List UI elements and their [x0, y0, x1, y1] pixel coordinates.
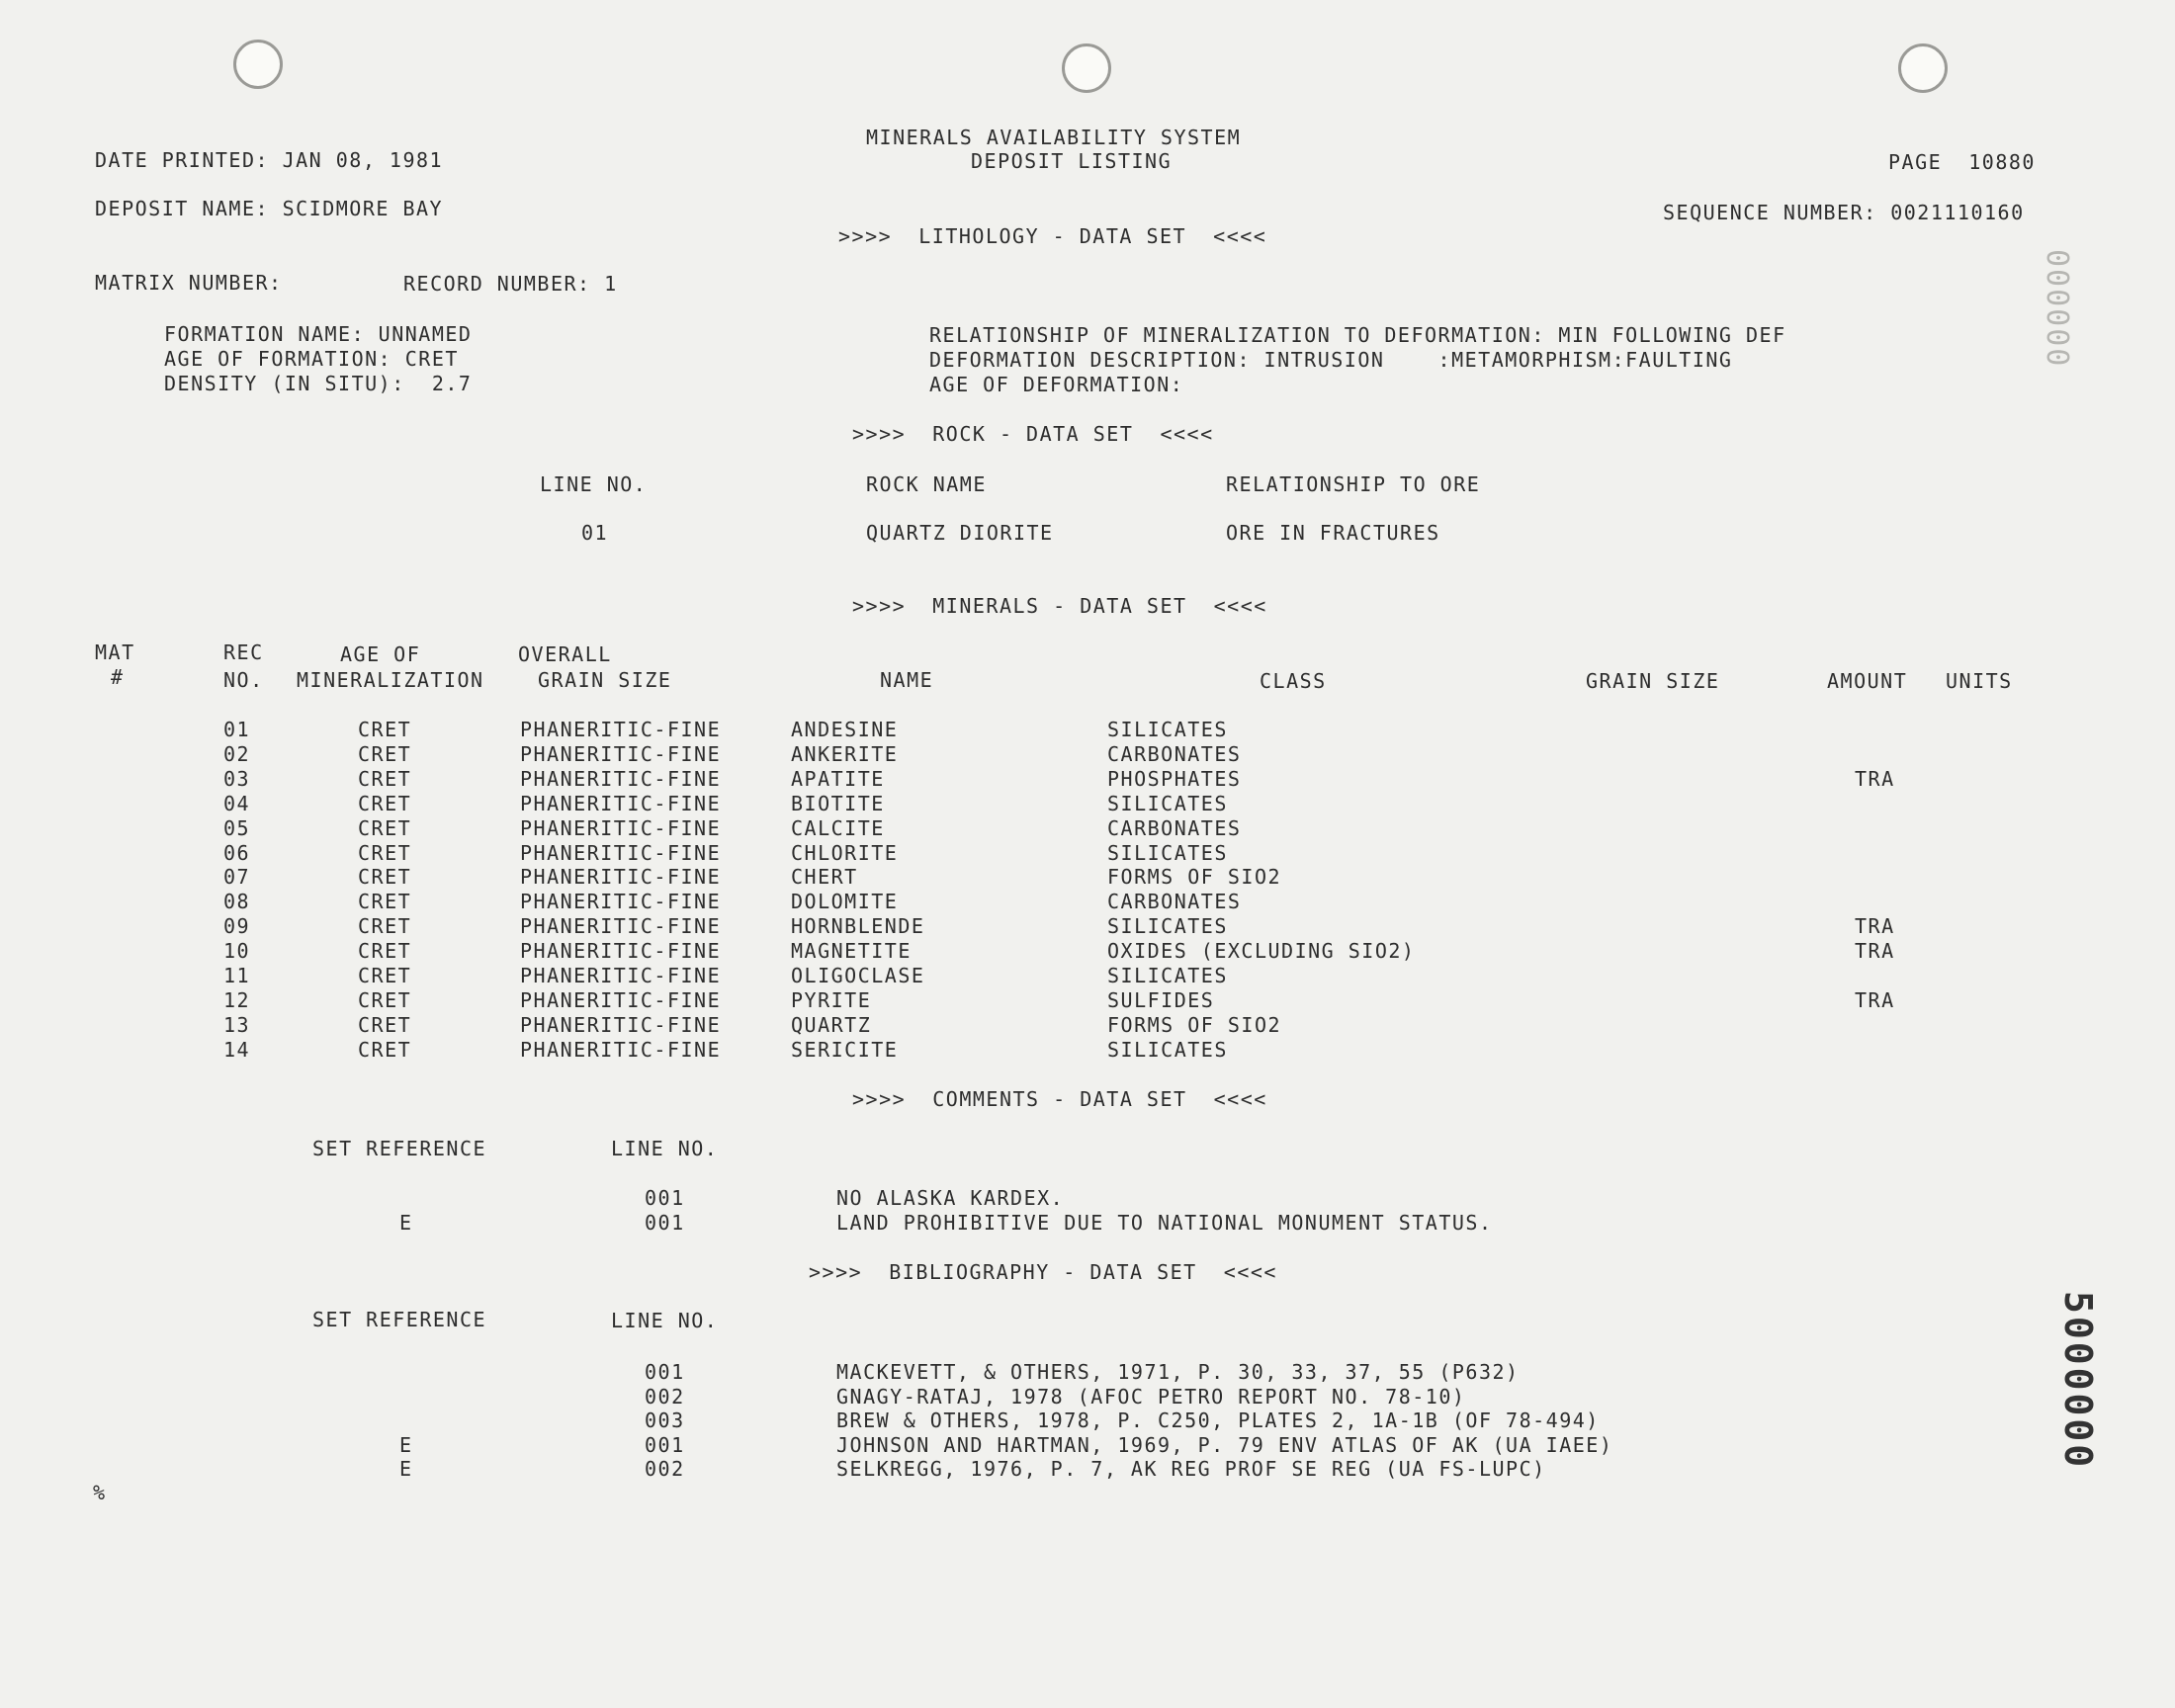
mineral-rec: 08: [223, 890, 251, 914]
mineral-class: FORMS OF SIO2: [1107, 865, 1282, 890]
mineral-age: CRET: [358, 815, 412, 840]
comment-text: LAND PROHIBITIVE DUE TO NATIONAL MONUMENT STATUS.: [836, 1211, 1493, 1235]
matrix-number: MATRIX NUMBER:: [95, 271, 283, 295]
mineral-name: SERICITE: [791, 1037, 899, 1062]
mineral-name: HORNBLENDE: [791, 914, 925, 939]
rock-heading: >>>> ROCK - DATA SET <<<<: [852, 422, 1214, 446]
mineral-grain: PHANERITIC-FINE: [520, 1012, 722, 1037]
mineral-grain: PHANERITIC-FINE: [520, 840, 722, 865]
rock-col-line: LINE NO.: [540, 472, 648, 496]
bibliography-text: GNAGY-RATAJ, 1978 (AFOC PETRO REPORT NO. 78-10): [836, 1384, 1466, 1409]
lithology-heading: >>>> LITHOLOGY - DATA SET <<<<: [838, 224, 1267, 248]
col-age-mineralization: MINERALIZATION: [297, 668, 484, 692]
relationship-to-deformation: RELATIONSHIP OF MINERALIZATION TO DEFORMATION: MIN FOLLOWING DEF: [929, 323, 1786, 347]
mineral-rec: 11: [223, 964, 251, 987]
mineral-grain: PHANERITIC-FINE: [520, 766, 722, 791]
bibliography-text: MACKEVETT, & OTHERS, 1971, P. 30, 33, 37, 55 (P632): [836, 1360, 1520, 1384]
mineral-grain: PHANERITIC-FINE: [520, 987, 722, 1012]
side-stamp-bottom: 5000000: [2056, 1291, 2100, 1471]
punch-hole-center: [1062, 43, 1111, 93]
listing-title: DEPOSIT LISTING: [971, 149, 1173, 173]
mineral-age: CRET: [358, 741, 412, 766]
mineral-age: CRET: [358, 865, 412, 890]
record-number: RECORD NUMBER: 1: [403, 272, 618, 296]
mineral-grain: PHANERITIC-FINE: [520, 1037, 722, 1062]
mineral-rec: 06: [223, 840, 251, 865]
mineral-amount: TRA: [1855, 987, 1895, 1012]
punch-hole-right: [1898, 43, 1948, 93]
mineral-grain: PHANERITIC-FINE: [520, 914, 722, 939]
col-class: CLASS: [1260, 669, 1327, 693]
age-of-formation: AGE OF FORMATION: CRET: [164, 347, 459, 371]
mineral-rec: 09: [223, 914, 251, 939]
end-mark: %: [93, 1481, 107, 1504]
bibliography-col-set: SET REFERENCE: [312, 1308, 487, 1331]
mineral-age: CRET: [358, 1037, 412, 1062]
density: DENSITY (IN SITU): 2.7: [164, 372, 473, 395]
mineral-rec: 10: [223, 939, 251, 964]
mineral-name: ANDESINE: [791, 718, 899, 741]
mineral-name: APATITE: [791, 766, 885, 791]
mineral-class: CARBONATES: [1107, 815, 1242, 840]
mineral-age: CRET: [358, 1012, 412, 1037]
bibliography-line: 001: [645, 1360, 685, 1384]
bibliography-text: SELKREGG, 1976, P. 7, AK REG PROF SE REG (UA FS-LUPC): [836, 1457, 1546, 1481]
rock-col-relationship: RELATIONSHIP TO ORE: [1226, 472, 1481, 496]
col-grain-size: GRAIN SIZE: [1586, 669, 1720, 693]
mineral-name: CALCITE: [791, 815, 885, 840]
mineral-age: CRET: [358, 840, 412, 865]
rock-line: 01: [581, 521, 609, 545]
mineral-class: PHOSPHATES: [1107, 766, 1242, 791]
mineral-rec: 04: [223, 791, 251, 815]
side-stamp-top: 000000: [2040, 249, 2074, 369]
comment-line: 001: [645, 1211, 685, 1235]
col-name: NAME: [880, 668, 934, 692]
bibliography-line: 002: [645, 1457, 685, 1481]
mineral-class: OXIDES (EXCLUDING SIO2): [1107, 939, 1416, 964]
bibliography-line: 002: [645, 1384, 685, 1409]
col-amount: AMOUNT: [1827, 669, 1908, 693]
mineral-class: SILICATES: [1107, 791, 1228, 815]
col-units: UNITS: [1946, 669, 2013, 693]
mineral-age: CRET: [358, 914, 412, 939]
mineral-rec: 03: [223, 766, 251, 791]
mineral-age: CRET: [358, 766, 412, 791]
mineral-amount: TRA: [1855, 766, 1895, 791]
mineral-age: CRET: [358, 718, 412, 741]
punch-hole-left: [233, 40, 283, 89]
col-overall: OVERALL: [518, 642, 612, 666]
minerals-heading: >>>> MINERALS - DATA SET <<<<: [852, 594, 1267, 618]
mineral-age: CRET: [358, 791, 412, 815]
mineral-rec: 05: [223, 815, 251, 840]
mineral-name: QUARTZ: [791, 1012, 872, 1037]
rock-col-name: ROCK NAME: [866, 472, 987, 496]
deposit-name: DEPOSIT NAME: SCIDMORE BAY: [95, 197, 444, 220]
mineral-grain: PHANERITIC-FINE: [520, 939, 722, 964]
comment-line: 001: [645, 1186, 685, 1210]
bibliography-set: E: [399, 1432, 413, 1457]
bibliography-heading: >>>> BIBLIOGRAPHY - DATA SET <<<<: [809, 1260, 1277, 1284]
comments-heading: >>>> COMMENTS - DATA SET <<<<: [852, 1087, 1267, 1111]
bibliography-set: E: [399, 1457, 413, 1481]
mineral-grain: PHANERITIC-FINE: [520, 815, 722, 840]
system-title: MINERALS AVAILABILITY SYSTEM: [866, 126, 1242, 149]
mineral-rec: 02: [223, 741, 251, 766]
mineral-class: SULFIDES: [1107, 987, 1215, 1012]
mineral-age: CRET: [358, 890, 412, 914]
bibliography-text: JOHNSON AND HARTMAN, 1969, P. 79 ENV ATLAS OF AK (UA IAEE): [836, 1432, 1613, 1457]
mineral-rec: 01: [223, 718, 251, 741]
mineral-grain: PHANERITIC-FINE: [520, 890, 722, 914]
mineral-grain: PHANERITIC-FINE: [520, 791, 722, 815]
mineral-class: SILICATES: [1107, 840, 1228, 865]
bibliography-col-line: LINE NO.: [611, 1309, 719, 1332]
date-printed: DATE PRINTED: JAN 08, 1981: [95, 148, 444, 172]
col-age: AGE OF: [340, 642, 421, 666]
mineral-age: CRET: [358, 964, 412, 987]
col-rec-no: NO.: [223, 668, 264, 692]
rock-relationship: ORE IN FRACTURES: [1226, 521, 1440, 545]
mineral-name: BIOTITE: [791, 791, 885, 815]
page-number: PAGE 10880: [1888, 150, 2036, 174]
mineral-grain: PHANERITIC-FINE: [520, 741, 722, 766]
comments-col-set: SET REFERENCE: [312, 1137, 487, 1160]
mineral-class: SILICATES: [1107, 964, 1228, 987]
mineral-class: FORMS OF SIO2: [1107, 1012, 1282, 1037]
mineral-name: ANKERITE: [791, 741, 899, 766]
comments-col-line: LINE NO.: [611, 1137, 719, 1160]
mineral-name: CHERT: [791, 865, 858, 890]
comment-text: NO ALASKA KARDEX.: [836, 1186, 1065, 1210]
mineral-class: SILICATES: [1107, 914, 1228, 939]
col-rec: REC: [223, 640, 264, 664]
comment-set: E: [399, 1211, 413, 1235]
rock-name: QUARTZ DIORITE: [866, 521, 1054, 545]
mineral-class: SILICATES: [1107, 718, 1228, 741]
mineral-age: CRET: [358, 987, 412, 1012]
mineral-class: CARBONATES: [1107, 890, 1242, 914]
sequence-number: SEQUENCE NUMBER: 0021110160: [1663, 201, 2025, 224]
deformation-description: DEFORMATION DESCRIPTION: INTRUSION :METAMORPHISM:FAULTING: [929, 348, 1733, 372]
mineral-grain: PHANERITIC-FINE: [520, 718, 722, 741]
mineral-name: PYRITE: [791, 987, 872, 1012]
mineral-rec: 12: [223, 987, 251, 1012]
formation-name: FORMATION NAME: UNNAMED: [164, 322, 473, 346]
bibliography-line: 001: [645, 1432, 685, 1457]
col-mat-hash: #: [111, 665, 125, 689]
mineral-amount: TRA: [1855, 939, 1895, 964]
mineral-rec: 14: [223, 1037, 251, 1062]
bibliography-line: 003: [645, 1409, 685, 1432]
col-overall-grain: GRAIN SIZE: [538, 668, 672, 692]
col-mat: MAT: [95, 640, 135, 664]
mineral-grain: PHANERITIC-FINE: [520, 964, 722, 987]
mineral-name: OLIGOCLASE: [791, 964, 925, 987]
mineral-class: CARBONATES: [1107, 741, 1242, 766]
mineral-name: DOLOMITE: [791, 890, 899, 914]
age-of-deformation: AGE OF DEFORMATION:: [929, 373, 1184, 396]
mineral-name: MAGNETITE: [791, 939, 912, 964]
mineral-amount: TRA: [1855, 914, 1895, 939]
mineral-rec: 13: [223, 1012, 251, 1037]
bibliography-text: BREW & OTHERS, 1978, P. C250, PLATES 2, 1A-1B (OF 78-494): [836, 1409, 1600, 1432]
mineral-age: CRET: [358, 939, 412, 964]
mineral-name: CHLORITE: [791, 840, 899, 865]
mineral-class: SILICATES: [1107, 1037, 1228, 1062]
mineral-grain: PHANERITIC-FINE: [520, 865, 722, 890]
mineral-rec: 07: [223, 865, 251, 890]
